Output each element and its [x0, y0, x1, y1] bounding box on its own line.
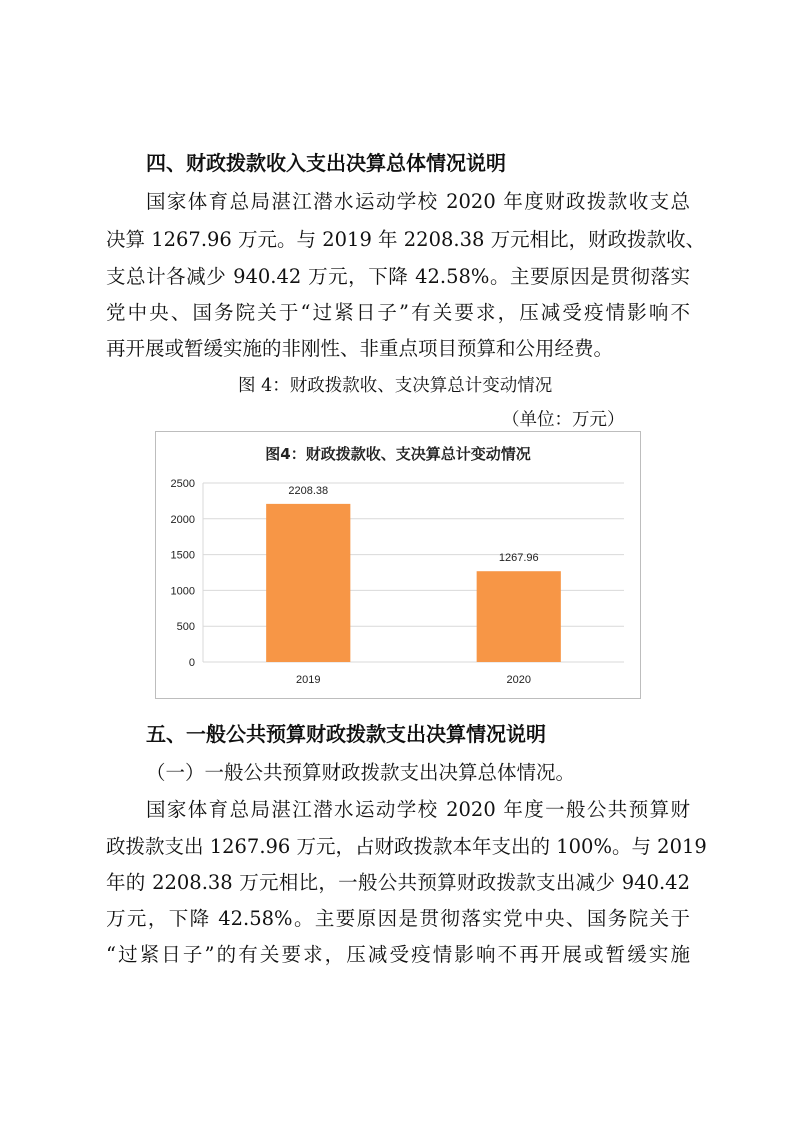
y-tick-label-0: 0: [188, 657, 195, 669]
y-tick-label-500: 500: [176, 621, 195, 634]
y-tick-label-2000: 2000: [170, 513, 195, 526]
section-5-line-5: “过紧日子”的有关要求，压减受疫情影响不再开展或暂缓实施: [106, 943, 690, 966]
section-4-line-5: 再开展或暂缓实施的非刚性、非重点项目预算和公用经费。: [106, 337, 614, 360]
bar-chart-svg: [156, 432, 640, 698]
x-tick-label-2019: 2019: [296, 674, 321, 686]
chart-title: 图4：财政拨款收、支决算总计变动情况: [265, 445, 531, 463]
section-4-line-1: 国家体育总局湛江潜水运动学校 2020 年度财政拨款收支总: [146, 190, 690, 213]
section-5-line-1: 国家体育总局湛江潜水运动学校 2020 年度一般公共预算财: [146, 798, 690, 821]
bar-2020: [477, 571, 561, 662]
section-5-subheading: （一）一般公共预算财政拨款支出决算总体情况。: [146, 761, 576, 784]
section-5-line-4: 万元，下降 42.58%。主要原因是贯彻落实党中央、国务院关于: [106, 907, 690, 930]
figure-caption: 图 4：财政拨款收、支决算总计变动情况: [238, 376, 553, 396]
bar-chart: [155, 431, 641, 699]
bar-2019: [266, 504, 350, 662]
data-label-2020: 1267.96: [498, 552, 539, 565]
y-tick-label-1500: 1500: [170, 549, 195, 562]
data-label-2019: 2208.38: [288, 484, 329, 497]
section-5-heading: 五、一般公共预算财政拨款支出决算情况说明: [146, 722, 546, 746]
section-5-line-2: 政拨款支出 1267.96 万元，占财政拨款本年支出的 100%。与 2019: [106, 835, 707, 858]
section-4-line-4: 党中央、国务院关于“过紧日子”有关要求，压减受疫情影响不: [106, 301, 690, 324]
figure-unit: （单位：万元）: [502, 410, 625, 430]
y-tick-label-2500: 2500: [170, 478, 195, 490]
section-4-heading: 四、财政拨款收入支出决算总体情况说明: [146, 151, 506, 175]
x-tick-label-2020: 2020: [506, 674, 531, 686]
section-4-line-2: 决算 1267.96 万元。与 2019 年 2208.38 万元相比，财政拨款收、: [106, 228, 706, 251]
section-5-line-3: 年的 2208.38 万元相比，一般公共预算财政拨款支出减少 940.42: [106, 871, 690, 894]
y-tick-label-1000: 1000: [170, 585, 195, 598]
section-4-line-3: 支总计各减少 940.42 万元，下降 42.58%。主要原因是贯彻落实: [106, 265, 690, 288]
